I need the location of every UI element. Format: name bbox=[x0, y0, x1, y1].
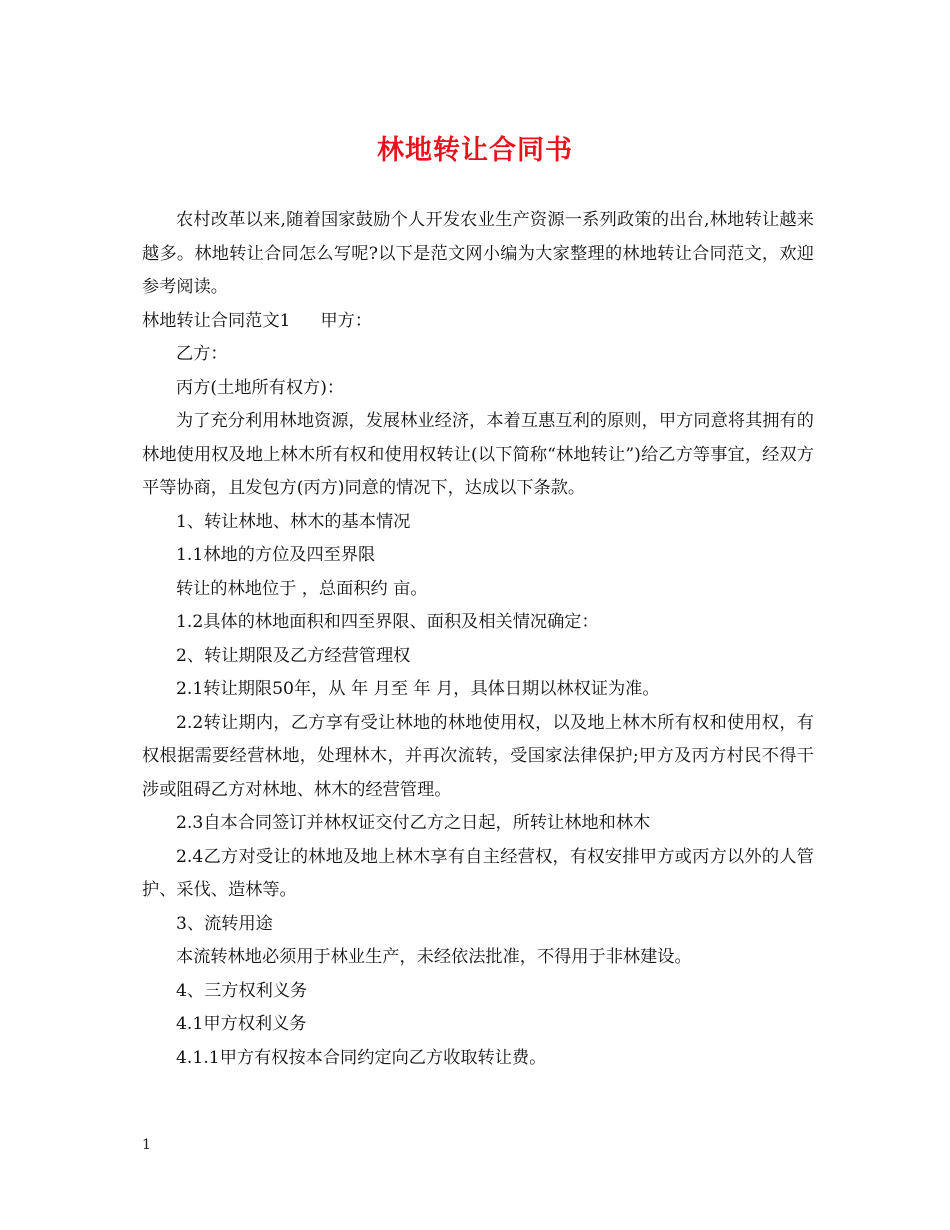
document-body bbox=[142, 204, 814, 1075]
section-heading: 3、流转用途 bbox=[176, 913, 273, 934]
clause: 2.2转让期内，乙方享有受让林地的林地使用权，以及地上林木所有权和使用权，有权根据需要经营林地，处理林木，并再次流转，受国家法律保护;甲方及丙方村民不得干涉或阻碍乙方对林地、林木的经营管理。 bbox=[142, 712, 814, 800]
clause: 4.1.1甲方有权按本合同约定向乙方收取转让费。 bbox=[176, 1047, 547, 1068]
party-c-label: 丙方(土地所有权方)： bbox=[176, 377, 345, 398]
clause: 2.3自本合同签订并林权证交付乙方之日起，所转让林地和林木 bbox=[176, 813, 651, 833]
clause: 4.1甲方权利义务 bbox=[176, 1014, 307, 1034]
section-heading: 2、转让期限及乙方经营管理权 bbox=[176, 645, 411, 666]
section-heading: 4、三方权利义务 bbox=[176, 980, 308, 1001]
document-title: 林地转让合同书 bbox=[377, 135, 573, 166]
clause-text: 本流转林地必须用于林业生产，未经依法批准，不得用于非林建设。 bbox=[176, 947, 692, 967]
party-b-label: 乙方： bbox=[176, 344, 228, 364]
clause: 1.1林地的方位及四至界限 bbox=[176, 545, 376, 565]
clause-text: 转让的林地位于 ，总面积约 亩。 bbox=[176, 578, 428, 599]
sample-heading-line bbox=[142, 305, 814, 339]
page-number: 1 bbox=[142, 1137, 151, 1153]
sample-heading: 林地转让合同范文1 bbox=[142, 310, 291, 331]
preamble-paragraph: 为了充分利用林地资源，发展林业经济，本着互惠互利的原则，甲方同意将其拥有的林地使用权及地上林木所有权和使用权转让(以下简称“林地转让”)给乙方等事宜，经双方平等协商，且发包方(丙方)同意的情况下，达成以下条款。 bbox=[142, 411, 814, 498]
section-heading: 1、转让林地、林木的基本情况 bbox=[176, 511, 411, 532]
clause: 2.4乙方对受让的林地及地上林木享有自主经营权，有权安排甲方或丙方以外的人管护、采伐、造林等。 bbox=[142, 846, 814, 900]
clause: 2.1转让期限50年，从 年 月至 年 月，具体日期以林权证为准。 bbox=[176, 679, 660, 699]
intro-paragraph: 农村改革以来,随着国家鼓励个人开发农业生产资源一系列政策的出台,林地转让越来越多。林地转让合同怎么写呢?以下是范文网小编为大家整理的林地转让合同范文，欢迎参考阅读。 bbox=[142, 210, 814, 297]
party-a-label: 甲方： bbox=[320, 310, 373, 331]
clause: 1.2具体的林地面积和四至界限、面积及相关情况确定： bbox=[176, 612, 599, 632]
